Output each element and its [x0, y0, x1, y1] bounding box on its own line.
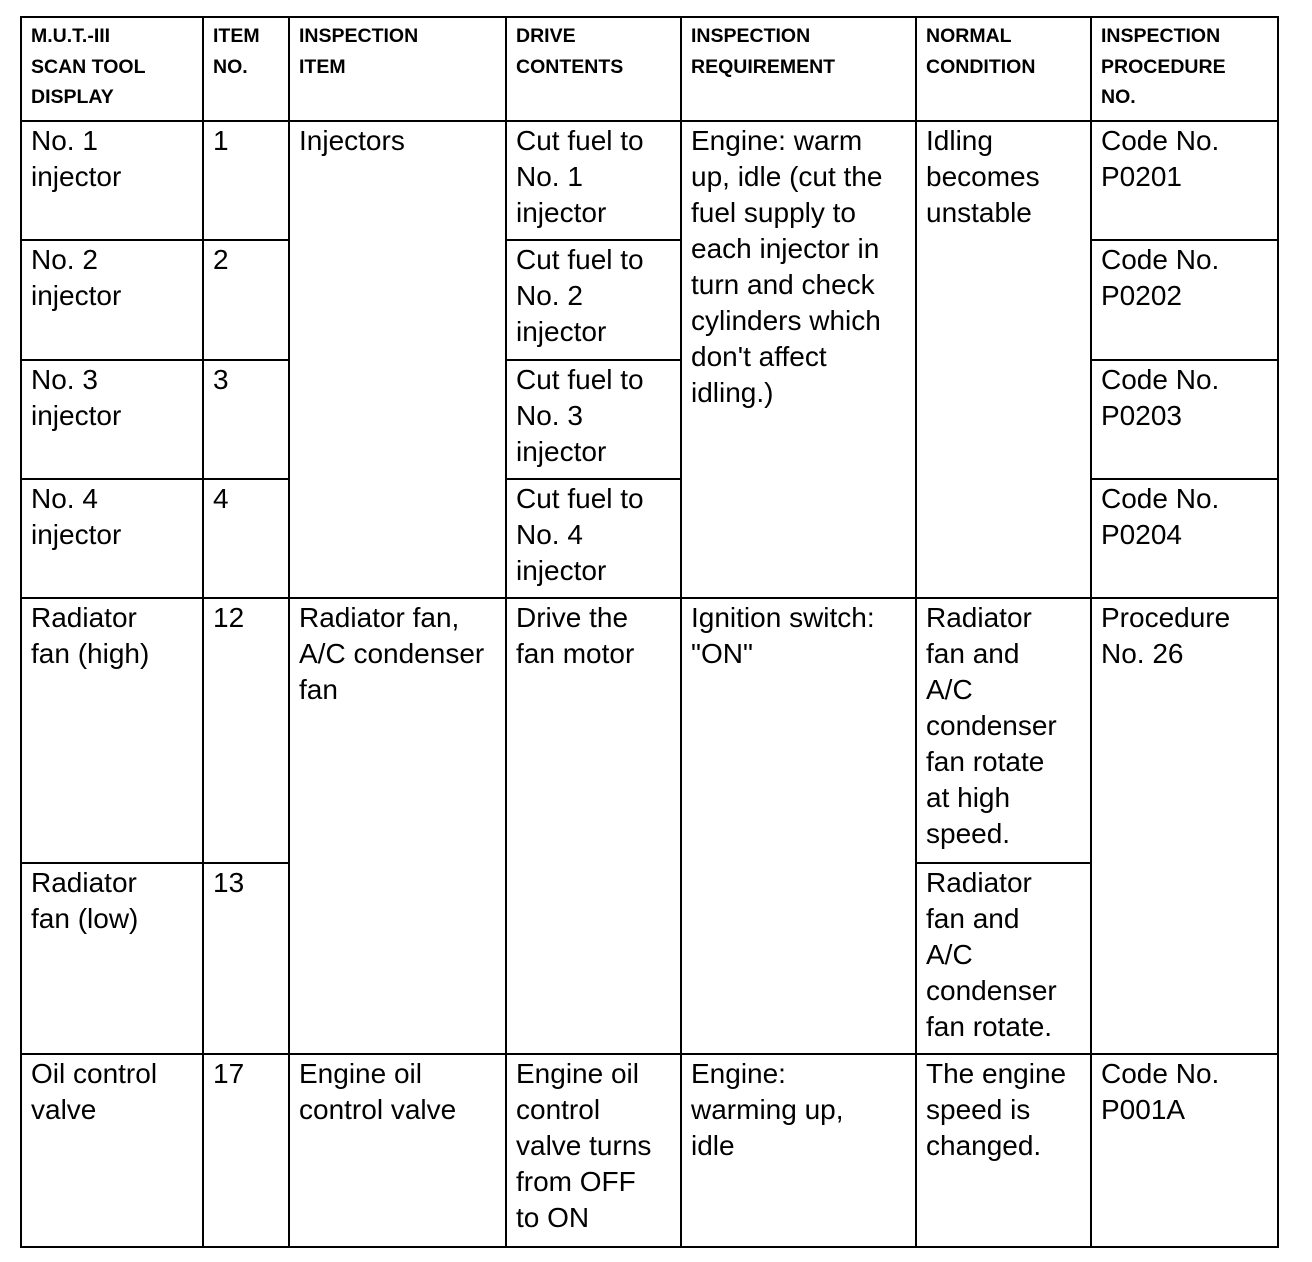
header-row — [21, 17, 1278, 121]
cell-procedure-no: Procedure No. 26 — [1091, 598, 1278, 1054]
cell-procedure-no: Code No. P0203 — [1091, 360, 1278, 479]
cell-inspection-requirement: Engine: warm up, idle (cut the fuel supply to each injector in turn and check cylinders which don't affect idling.) — [681, 121, 916, 598]
cell-display: No. 4 injector — [21, 479, 203, 598]
cell-display: No. 2 injector — [21, 240, 203, 360]
table-row — [21, 1054, 1278, 1247]
cell-item-no: 17 — [203, 1054, 289, 1247]
cell-inspection-requirement: Engine: warming up, idle — [681, 1054, 916, 1247]
cell-display: No. 3 injector — [21, 360, 203, 479]
cell-inspection-item: Injectors — [289, 121, 506, 598]
header-normal-condition: NORMAL CONDITION — [916, 17, 1091, 121]
cell-item-no: 3 — [203, 360, 289, 479]
cell-drive-contents: Cut fuel to No. 1 injector — [506, 121, 681, 240]
cell-normal-condition: Radiator fan and A/C condenser fan rotate. — [916, 863, 1091, 1054]
table-row — [21, 598, 1278, 863]
cell-inspection-item: Engine oil control valve — [289, 1054, 506, 1247]
cell-display: Radiator fan (low) — [21, 863, 203, 1054]
cell-drive-contents: Cut fuel to No. 2 injector — [506, 240, 681, 360]
cell-normal-condition: Idling becomes unstable — [916, 121, 1091, 598]
cell-normal-condition: Radiator fan and A/C condenser fan rotate at high speed. — [916, 598, 1091, 863]
cell-drive-contents: Cut fuel to No. 3 injector — [506, 360, 681, 479]
header-procedure-no: INSPECTION PROCEDURE NO. — [1091, 17, 1278, 121]
cell-procedure-no: Code No. P0202 — [1091, 240, 1278, 360]
cell-normal-condition: The engine speed is changed. — [916, 1054, 1091, 1247]
table-row — [21, 121, 1278, 240]
cell-inspection-requirement: Ignition switch: "ON" — [681, 598, 916, 1054]
header-inspection-item: INSPECTION ITEM — [289, 17, 506, 121]
cell-procedure-no: Code No. P0201 — [1091, 121, 1278, 240]
header-inspection-requirement: INSPECTION REQUIREMENT — [681, 17, 916, 121]
header-drive-contents: DRIVE CONTENTS — [506, 17, 681, 121]
cell-display: No. 1 injector — [21, 121, 203, 240]
cell-drive-contents: Cut fuel to No. 4 injector — [506, 479, 681, 598]
cell-procedure-no: Code No. P001A — [1091, 1054, 1278, 1247]
cell-drive-contents: Drive the fan motor — [506, 598, 681, 1054]
cell-item-no: 2 — [203, 240, 289, 360]
cell-item-no: 12 — [203, 598, 289, 863]
cell-display: Oil control valve — [21, 1054, 203, 1247]
cell-procedure-no: Code No. P0204 — [1091, 479, 1278, 598]
cell-item-no: 13 — [203, 863, 289, 1054]
cell-display: Radiator fan (high) — [21, 598, 203, 863]
cell-drive-contents: Engine oil control valve turns from OFF to ON — [506, 1054, 681, 1247]
cell-item-no: 4 — [203, 479, 289, 598]
cell-item-no: 1 — [203, 121, 289, 240]
header-scan-tool-display: M.U.T.-III SCAN TOOL DISPLAY — [21, 17, 203, 121]
inspection-table — [20, 16, 1279, 1248]
header-item-no: ITEM NO. — [203, 17, 289, 121]
cell-inspection-item: Radiator fan, A/C condenser fan — [289, 598, 506, 1054]
